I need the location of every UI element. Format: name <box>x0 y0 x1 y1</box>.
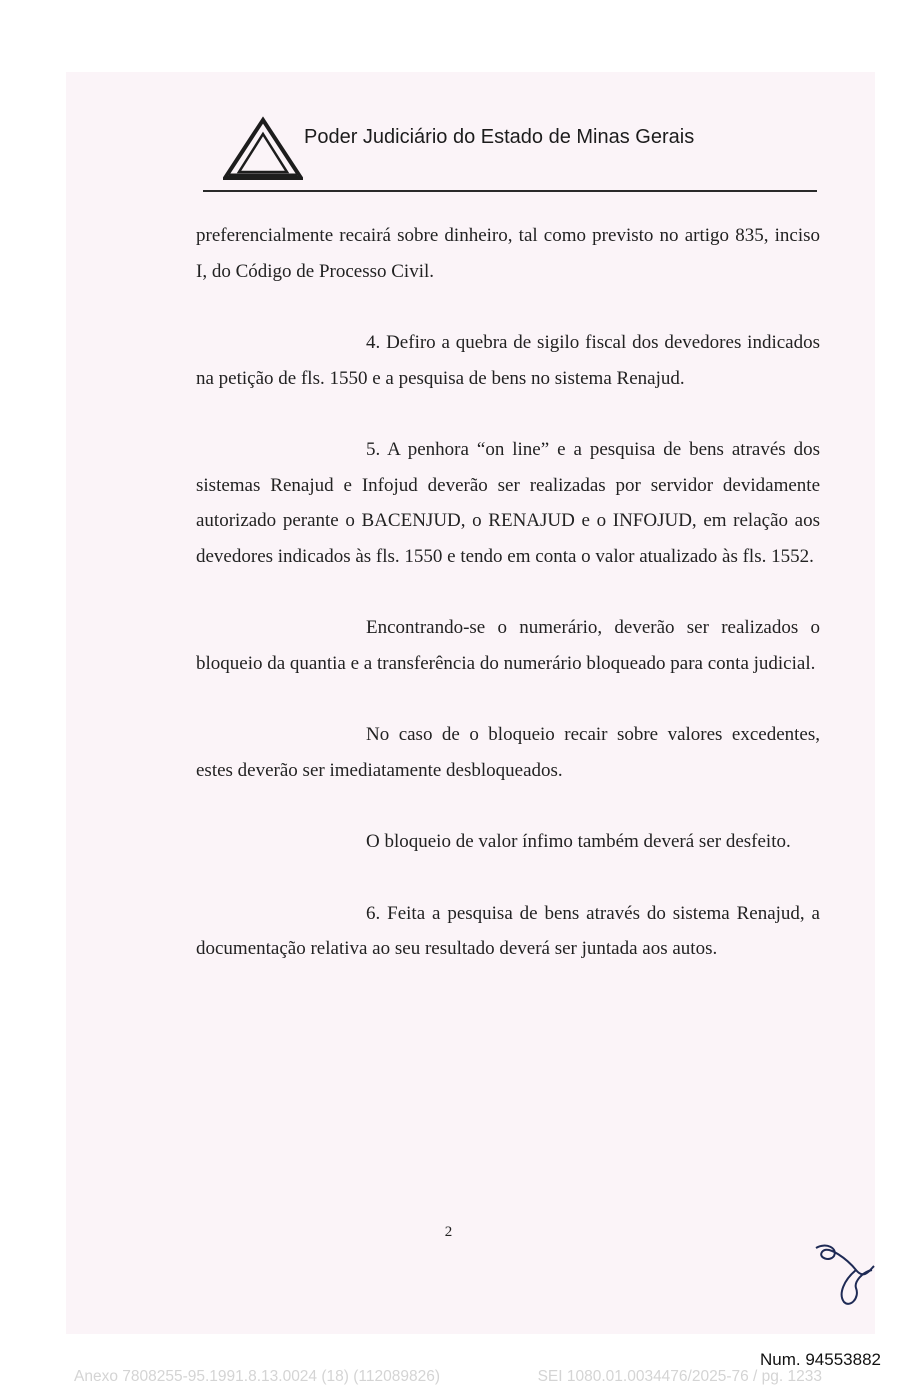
footer-annex-reference: Anexo 7808255-95.1991.8.13.0024 (18) (112089826) <box>74 1368 440 1385</box>
document-number: Num. 94553882 <box>760 1350 881 1369</box>
footer <box>74 1368 822 1386</box>
paragraph: 6. Feita a pesquisa de bens através do sistema Renajud, a documentação relativa ao seu resultado deverá ser juntada aos autos. <box>196 902 820 959</box>
paragraph: preferencialmente recairá sobre dinheiro, tal como previsto no artigo 835, inciso I, do Código de Processo Civil. <box>196 225 820 282</box>
header-divider <box>203 190 817 192</box>
triangle-logo <box>223 116 303 182</box>
footer-sei-reference: SEI 1080.01.0034476/2025-76 / pg. 1233 <box>537 1368 822 1385</box>
paragraph: Encontrando-se o numerário, deverão ser realizados o bloqueio da quantia e a transferência do numerário bloqueado para conta judicial. <box>196 617 820 674</box>
header-title: Poder Judiciário do Estado de Minas Gerais <box>304 126 695 148</box>
document-body <box>196 218 820 967</box>
page-number: 2 <box>444 1224 453 1240</box>
handwritten-initials <box>812 1240 878 1310</box>
paragraph: 4. Defiro a quebra de sigilo fiscal dos devedores indicados na petição de fls. 1550 e a pesquisa de bens no sistema Renajud. <box>196 332 820 389</box>
paragraph: 5. A penhora “on line” e a pesquisa de bens através dos sistemas Renajud e Infojud deverão ser realizadas por servidor devidamente autorizado perante o BACENJUD, o RENAJUD e o INFOJUD, em relação aos devedores indicados às fls. 1550 e tendo em conta o valor atualizado às fls. 1552. <box>196 439 820 567</box>
paragraph: O bloqueio de valor ínfimo também deverá ser desfeito. <box>366 831 791 852</box>
paragraph: No caso de o bloqueio recair sobre valores excedentes, estes deverão ser imediatamente desbloqueados. <box>196 724 820 781</box>
